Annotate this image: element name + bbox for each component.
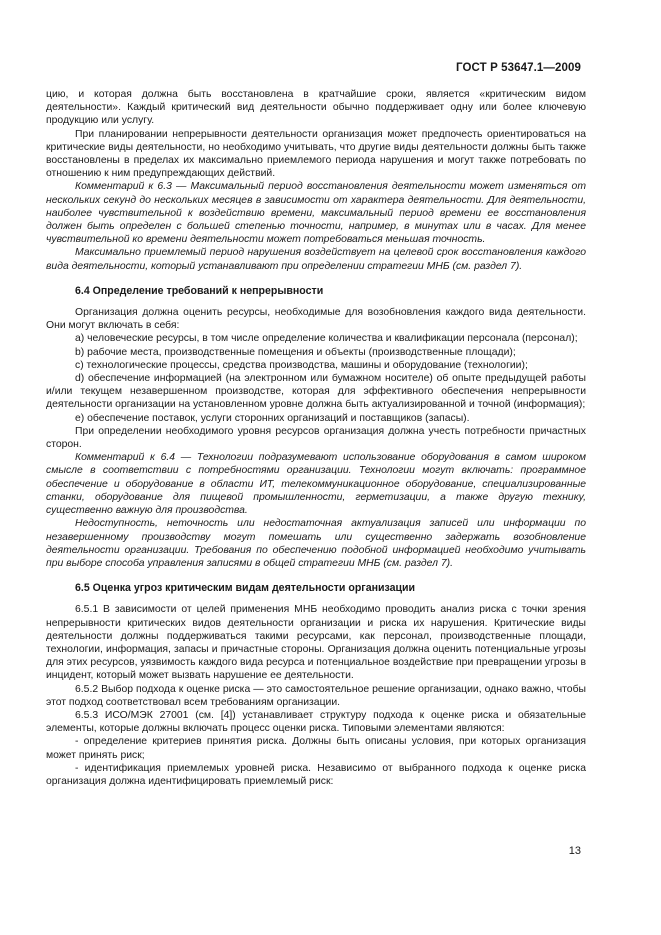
document-header: ГОСТ Р 53647.1—2009 [456, 62, 581, 74]
paragraph: Организация должна оценить ресурсы, необходимые для возобновления каждого вида деятельности. Они могут включать в себя: [46, 307, 586, 332]
comment-6-3-continued: Максимально приемлемый период нарушения воздействует на целевой срок восстановления каждого вида деятельности, который устанавливают при определении стратегии МНБ (см. раздел 7). [46, 247, 586, 272]
list-item: d) обеспечение информацией (на электронном или бумажном носителе) об опыте предыдущей работы и/или текущем незавершенном производстве, которая для эффективного обеспечения непрерывности деятельности организации на установленном уровне должна быть актуализированной и точной (информация); [46, 373, 586, 411]
section-heading-6-4: 6.4 Определение требований к непрерывности [75, 284, 324, 297]
list-item: b) рабочие места, производственные помещения и объекты (производственные площади); [75, 346, 516, 358]
list-item: c) технологические процессы, средства производства, машины и оборудование (технологии); [75, 359, 528, 371]
paragraph-6-5-1: 6.5.1 В зависимости от целей применения МНБ необходимо проводить анализ риска с точки зрения непрерывности критических видов деятельности организации и риска их нарушения. Критические виды деятельности должны поддерживаться такими ресурсами, как персонал, производственные площади, технологии, информация, запасы и причастные стороны. Организация должна оценить потенциальные угрозы для этих ресурсов, уязвимость каждого вида ресурса и потенциальное воздействие при превращении угрозы в инцидент, который может вызвать нарушение ее деятельности. [46, 604, 586, 682]
comment-6-4-continued: Недоступность, неточность или недостаточная актуализация записей или информации по незавершенному производству могут помешать или существенно задержать возобновление деятельности организации. Требования по обеспечению подобной информацией необходимо учитывать при выборе способа управления записями в общей стратегии МНБ (см. раздел 7). [46, 518, 586, 569]
bullet-item: - определение критериев принятия риска. Должны быть описаны условия, при которых организация может принять риск; [46, 736, 586, 761]
section-heading-6-5: 6.5 Оценка угроз критическим видам деятельности организации [75, 582, 416, 595]
comment-6-3: Комментарий к 6.3 — Максимальный период восстановления деятельности может изменяться от нескольких секунд до нескольких месяцев в зависимости от характера деятельности. Для деятельности, наиболее чувствительной к воздействию времени, максимальный период времени ее восстановления должен быть определен с большей степенью точности, например, в минутах или в часах. Для менее чувствительной ко времени деятельности может потребоваться меньшая точность. [46, 181, 586, 246]
paragraph-6-5-3: 6.5.3 ИСО/МЭК 27001 (см. [4]) устанавливает структуру подхода к оценке риска и обязательные элементы, которые должны включать процесс оценки риска. Типовыми элементами являются: [46, 709, 586, 735]
list-item: e) обеспечение поставок, услуги сторонних организаций и поставщиков (запасы). [75, 412, 470, 424]
bullet-item: - идентификация приемлемых уровней риска. Независимо от выбранного подхода к оценке риска организация должна идентифицировать приемлемый риск: [46, 762, 586, 787]
paragraph: При определении необходимого уровня ресурсов организация должна учесть потребности причастных сторон. [46, 425, 586, 451]
page-number: 13 [568, 845, 581, 857]
list-item: а) человеческие ресурсы, в том числе определение количества и квалификации персонала (персонал); [75, 333, 578, 345]
paragraph-continued: цию, и которая должна быть восстановлена в кратчайшие сроки, является «критическим видом деятельности». Каждый критический вид деятельности обычно поддерживает одну или более ключевую продукцию или услугу. [46, 89, 586, 127]
document-body [46, 88, 586, 788]
paragraph-6-5-2: 6.5.2 Выбор подхода к оценке риска — это самостоятельное решение организации, однако важно, чтобы этот подход соответствовал всем требованиям организации. [46, 683, 586, 708]
paragraph: При планировании непрерывности деятельности организация может предпочесть ориентироваться на критические виды деятельности, но необходимо учитывать, что другие виды деятельности должны быть также восстановлены в пределах их максимально приемлемого периода нарушения и могут также потребовать по отношению к ним предупреждающих действий. [46, 128, 586, 180]
comment-6-4: Комментарий к 6.4 — Технологии подразумевают использование оборудования в самом широком смысле в соответствии с потребностями организации. Технологии могут включать: программное обеспечение и оборудование в области ИТ, телекоммуникационное оборудование, специализированные станки, оборудование для пищевой промышленности, герметизации, а также другую технику, существенно важную для производства. [46, 452, 586, 517]
